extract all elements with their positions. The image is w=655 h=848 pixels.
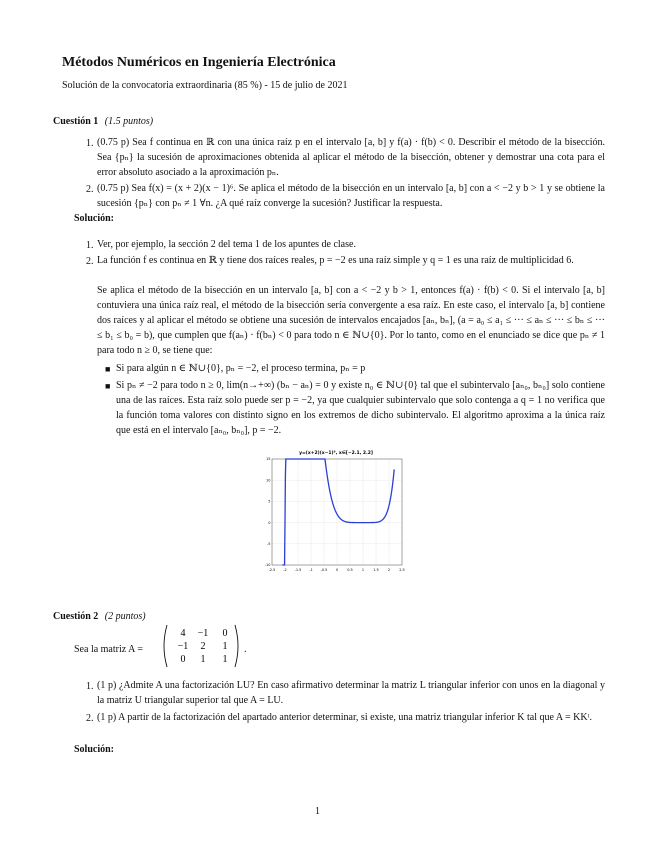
matrix-period: . <box>244 644 247 655</box>
q2-item1-number: 1. <box>86 681 94 692</box>
question-1-points: (1.5 puntos) <box>104 116 154 127</box>
q1-bullet-1: Si para algún n ∈ ℕ∪{0}, pₙ = −2, el proceso termina, pₙ = p <box>116 363 366 374</box>
x-tick-label: 0.5 <box>347 568 353 572</box>
bullet-marker-1: ■ <box>105 364 111 374</box>
matrix-cell: 1 <box>200 654 206 665</box>
matrix-intro: Sea la matriz A = <box>74 644 143 655</box>
matrix-A <box>161 624 243 668</box>
matrix-cell: 1 <box>222 654 228 665</box>
matrix-left-paren <box>164 625 167 667</box>
q1-solution-1-text: Ver, por ejemplo, la sección 2 del tema 1 de los apuntes de clase. <box>97 239 356 250</box>
x-tick-label: 2 <box>387 568 391 572</box>
page-number: 1 <box>315 806 320 817</box>
document-title: Métodos Numéricos en Ingeniería Electrónica <box>62 55 336 70</box>
plot-title: y=(x+2)(x−1)⁶, x∈[−2.1, 2.2] <box>299 451 373 456</box>
x-tick-label: -2 <box>283 568 287 572</box>
q2-item2-number: 2. <box>86 713 94 724</box>
matrix-cell: 4 <box>180 628 186 639</box>
matrix-cell: 2 <box>200 641 206 652</box>
y-tick-label: 0 <box>268 520 271 525</box>
q1-solution-1-number: 1. <box>86 240 94 251</box>
bullet-marker-2: ■ <box>105 381 111 391</box>
q1-solution-2-text: La función f es continua en ℝ y tiene dos raíces reales, p = −2 es una raíz simple y q = 1 es una raíz de multiplicidad 6. <box>97 255 574 266</box>
x-tick-label: 1.5 <box>373 568 379 572</box>
x-tick-label: 2.5 <box>399 568 405 572</box>
q1-solution-2-paragraph: Se aplica el método de la bisección en un intervalo [a, b] con a < −2 y b > 1, entonces f(a) · f(b) < 0. Si el intervalo [a, b] contuviera una única raíz real, el método de la bisección sería convergente a esa raíz. En este caso, el intervalo [a, b] contiene dos raíces y al aplicar el método se obtiene una sucesión de intervalos encajados [aₙ, bₙ], (a = a₀ ≤ a₁ ≤ ··· ≤ aₙ ≤ ··· ≤ bₙ ≤ ··· ≤ b₁ ≤ b₀ = b), que cumplen que f(aₙ) · f(bₙ) < 0 para todo n ∈ ℕ∪{0}. Por lo tanto, como en el enunciado se dice que pₙ ≠ 1 para todo n ≥ 0, se tiene que: <box>97 285 605 356</box>
x-tick-label: -2.5 <box>268 568 276 572</box>
y-tick-label: 5 <box>268 499 271 504</box>
question-1-title: Cuestión 1 <box>53 116 99 127</box>
x-tick-label: 1 <box>361 568 365 572</box>
y-tick-label: 10 <box>266 478 271 483</box>
question-2-title: Cuestión 2 <box>53 611 99 622</box>
question-2-heading <box>53 611 146 622</box>
function-plot <box>262 447 410 573</box>
question-2-points: (2 puntos) <box>104 611 146 622</box>
q1-item2-number: 2. <box>86 184 94 195</box>
q1-item2-text: (0.75 p) Sea f(x) = (x + 2)(x − 1)⁶. Se aplica el método de la bisección en un intervalo [a, b] con a < −2 y b > 1 y se obtiene la sucesión {pₙ} con pₙ ≠ 1 ∀n. ¿A qué raíz converge la sucesión? Justificar la respuesta. <box>97 183 605 209</box>
q1-solution-2-number: 2. <box>86 256 94 267</box>
y-tick-label: -5 <box>267 542 271 546</box>
q2-item2-text: (1 p) A partir de la factorización del apartado anterior determinar, si existe, una matriz triangular inferior K tal que A = KKᵗ. <box>97 712 593 723</box>
q2-solution-label: Solución: <box>74 744 115 755</box>
matrix-cell: 0 <box>222 628 228 639</box>
question-1-heading <box>53 116 153 127</box>
q1-bullet-2: Si pₙ ≠ −2 para todo n ≥ 0, lim(n→+∞) (bₙ − aₙ) = 0 y existe n₀ ∈ ℕ∪{0} tal que el subintervalo [aₙ₀, bₙ₀] solo contiene una de las raíces. Esta raíz solo puede ser p = −2, ya que cualquier subintervalo que solo contenga a q = 1 no verifica que la función toma valores con distinto signo en los extremos de dicho subintervalo. El algoritmo aproxima a la única raíz que está en el intervalo [aₙ₀, bₙ₀], p = −2. <box>116 380 605 436</box>
matrix-cell: 1 <box>222 641 228 652</box>
matrix-cell: −1 <box>197 628 209 639</box>
y-tick-label: 15 <box>266 457 271 462</box>
q1-item1-text: (0.75 p) Sea f continua en ℝ con una única raíz p en el intervalo [a, b] y f(a) · f(b) < 0. Describir el método de la bisección. Sea {pₙ} la sucesión de aproximaciones obtenida al aplicar el método de la bisección, obtener y demostrar una cota para el error absoluto asociado a la aproximación pₙ. <box>97 137 605 178</box>
matrix-cell: 0 <box>180 654 186 665</box>
matrix-right-paren <box>235 625 238 667</box>
x-tick-label: 0 <box>335 568 339 572</box>
q1-item1-number: 1. <box>86 138 94 149</box>
document-subtitle: Solución de la convocatoria extraordinaria (85 %) - 15 de julio de 2021 <box>62 80 348 91</box>
y-tick-label: -10 <box>264 563 271 568</box>
q2-item1-text: (1 p) ¿Admite A una factorización LU? En caso afirmativo determinar la matriz L triangular inferior con unos en la diagonal y la matriz U triangular superior tal que A = LU. <box>97 680 605 706</box>
matrix-cells <box>178 628 228 665</box>
x-tick-label: -1 <box>309 568 313 572</box>
q1-solution-label: Solución: <box>74 213 115 224</box>
x-tick-label: -0.5 <box>320 568 328 572</box>
matrix-cell: −1 <box>177 641 189 652</box>
x-tick-label: -1.5 <box>294 568 302 572</box>
